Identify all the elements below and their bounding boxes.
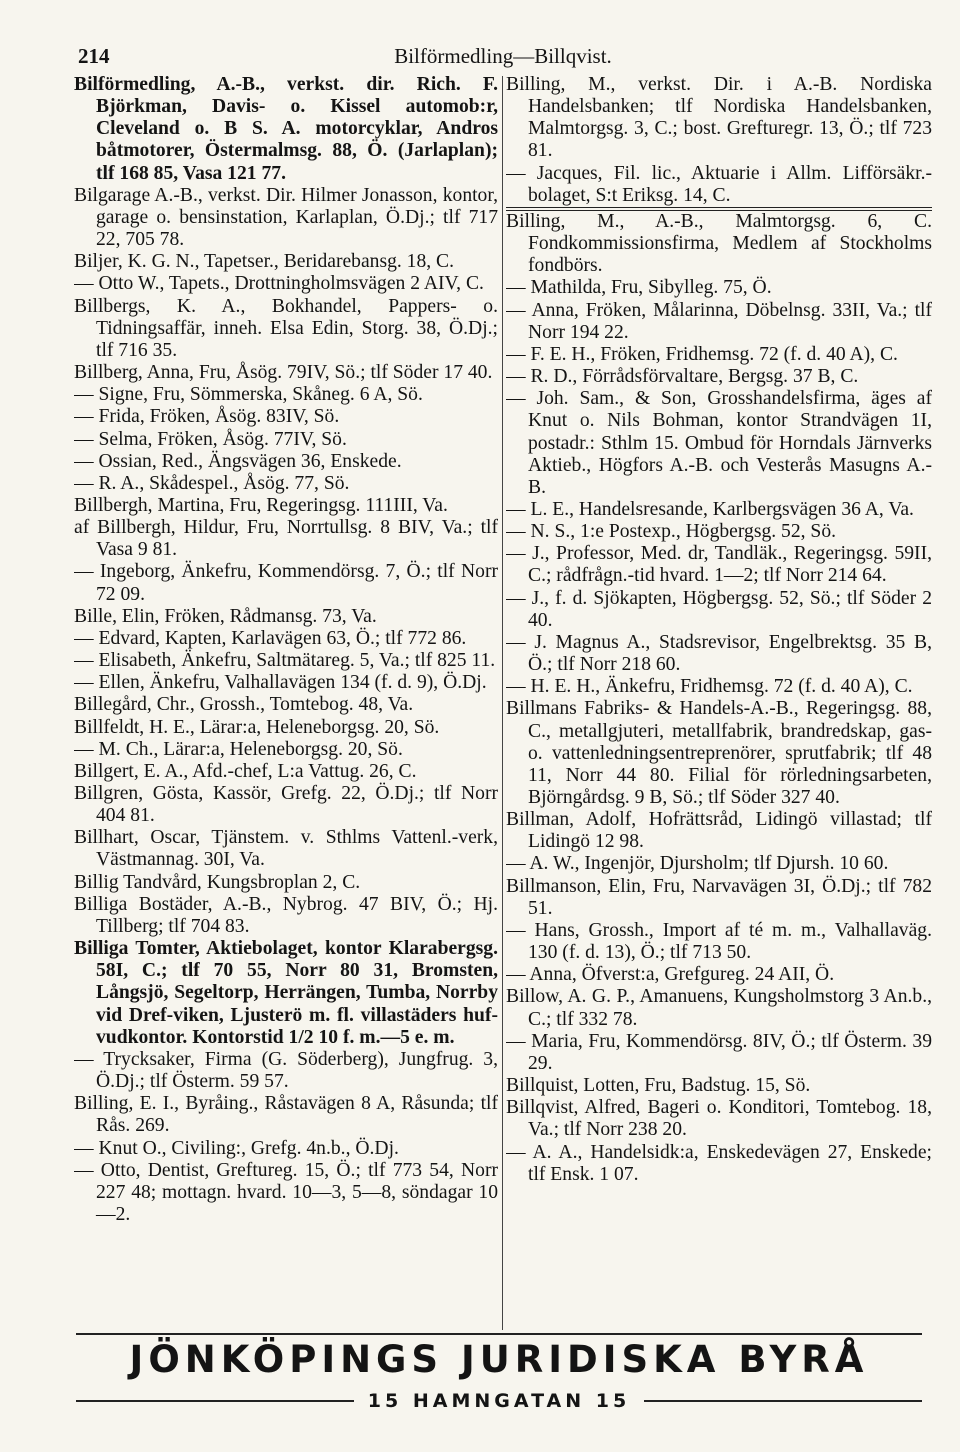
directory-entry bbox=[74, 1093, 498, 1137]
entry-text: — Joh. Sam., & Son, Grosshandelsfirma, äges af Knut o. Nils Bohman, kontor Strandvägen 1I, postadr.: Sthlm 15. Ombud för Horndals Järnverks Aktieb., Högfors A.-B. och Vesterås Masugns A.-B. bbox=[506, 388, 932, 498]
directory-entry bbox=[506, 632, 932, 676]
right-column bbox=[506, 74, 932, 1330]
directory-entry bbox=[506, 809, 932, 853]
directory-entry bbox=[74, 827, 498, 871]
entry-text: — J. Magnus A., Stadsrevisor, Engelbrektsg. 35 B, Ö.; tlf Norr 218 60. bbox=[506, 631, 932, 676]
entry-text: Billiga Bostäder, A.-B., Nybrog. 47 BIV, Ö.; Hj. Tillberg; tlf 704 83. bbox=[74, 893, 498, 937]
entry-text: Billig Tandvård, Kungsbroplan 2, C. bbox=[74, 871, 361, 893]
directory-entry bbox=[506, 344, 932, 366]
directory-entry bbox=[74, 251, 498, 273]
entry-text: Billegård, Chr., Grossh., Tomtebog. 48, Va. bbox=[74, 694, 414, 716]
directory-entry bbox=[74, 451, 498, 473]
entry-text: Billing, E. I., Byråing., Råstavägen 8 A, Råsunda; tlf Rås. 269. bbox=[74, 1093, 498, 1137]
advertisement-banner: JÖNKÖPINGS JURIDISKA BYRÅ bbox=[129, 1338, 869, 1381]
entry-text: — Jacques, Fil. lic., Aktuarie i Allm. Lifförsäkr.-bolaget, S:t Eriksg. 14, C. bbox=[506, 162, 932, 206]
directory-entry bbox=[506, 211, 932, 277]
directory-entry bbox=[74, 74, 498, 185]
entry-text: — Trycksaker, Firma (G. Söderberg), Jungfrug. 3, Ö.Dj.; tlf Österm. 59 57. bbox=[74, 1048, 498, 1093]
directory-entry bbox=[74, 495, 498, 517]
directory-entry bbox=[506, 853, 932, 875]
directory-entry bbox=[506, 74, 932, 163]
entry-text: Billman, Adolf, Hofrättsråd, Lidingö villastad; tlf Lidingö 12 98. bbox=[506, 809, 932, 853]
entry-text: — Anna, Fröken, Målarinna, Döbelnsg. 33II, Va.; tlf Norr 194 22. bbox=[506, 299, 932, 343]
directory-entry bbox=[506, 920, 932, 964]
left-column bbox=[74, 74, 498, 1330]
entry-text: Billgert, E. A., Afd.-chef, L:a Vattug. 26, C. bbox=[74, 760, 417, 782]
entry-text: Billing, M., A.-B., Malmtorgsg. 6, C. Fondkommissionsfirma, Medlem af Stockholms fondbörs. bbox=[506, 210, 932, 277]
directory-entry bbox=[74, 406, 498, 428]
entry-text: Billhart, Oscar, Tjänstem. v. Sthlms Vattenl.-verk, Västmannag. 30I, Va. bbox=[74, 827, 498, 871]
page-number: 214 bbox=[78, 44, 110, 68]
entry-text: Billow, A. G. P., Amanuens, Kungsholmstorg 3 An.b., C.; tlf 332 78. bbox=[506, 986, 932, 1030]
entry-text: — Elisabeth, Änkefru, Saltmätareg. 5, Va.; tlf 825 11. bbox=[74, 650, 496, 672]
directory-entry bbox=[74, 362, 498, 384]
entry-text: — A. A., Handelsidk:a, Enskedevägen 27, Enskede; tlf Ensk. 1 07. bbox=[506, 1141, 932, 1185]
directory-entry bbox=[74, 938, 498, 1049]
directory-entry bbox=[506, 698, 932, 809]
directory-entry bbox=[506, 1142, 932, 1186]
directory-entry bbox=[74, 1160, 498, 1226]
running-title: Bilförmedling—Billqvist. bbox=[394, 44, 612, 68]
directory-entry bbox=[506, 366, 932, 388]
entry-text: — Ellen, Änkefru, Valhallavägen 134 (f. d. 9), Ö.Dj. bbox=[74, 672, 487, 694]
entry-text: Billberg, Anna, Fru, Åsög. 79IV, Sö.; tlf Söder 17 40. bbox=[74, 362, 493, 384]
address-text: 15 HAMNGATAN 15 bbox=[367, 1390, 631, 1412]
entry-text: — Selma, Fröken, Åsög. 77IV, Sö. bbox=[74, 428, 347, 450]
directory-entry bbox=[74, 1049, 498, 1093]
entry-text: — Otto, Dentist, Greftureg. 15, Ö.; tlf 773 54, Norr 227 48; mottagn. hvard. 10—3, 5—8, söndagar 10—2. bbox=[74, 1159, 498, 1225]
directory-entry bbox=[74, 894, 498, 938]
address-rule-left bbox=[76, 1400, 354, 1402]
entry-text: — Anna, Öfverst:a, Grefgureg. 24 AII, Ö. bbox=[506, 964, 835, 986]
directory-entry bbox=[506, 388, 932, 499]
entry-text: Billbergh, Martina, Fru, Regeringsg. 111III, Va. bbox=[74, 494, 448, 516]
directory-entry bbox=[506, 499, 932, 521]
entry-text: — N. S., 1:e Postexp., Högbergsg. 52, Sö. bbox=[506, 521, 837, 543]
advertisement-address bbox=[76, 1388, 922, 1414]
entry-text: Billgren, Gösta, Kassör, Grefg. 22, Ö.Dj.; tlf Norr 404 81. bbox=[74, 783, 498, 827]
entry-text: — H. E. H., Änkefru, Fridhemsg. 72 (f. d. 40 A), C. bbox=[506, 676, 913, 698]
address-rule-right bbox=[644, 1400, 922, 1402]
directory-entry bbox=[74, 561, 498, 605]
directory-entry bbox=[74, 296, 498, 362]
directory-entry bbox=[74, 1138, 498, 1160]
entry-text: Bilgarage A.-B., verkst. Dir. Hilmer Jonasson, kontor, garage o. bensinstation, Karlaplan, Ö.Dj.; tlf 717 22, 705 78. bbox=[74, 184, 498, 251]
directory-entry bbox=[506, 543, 932, 587]
entry-text: Billing, M., verkst. Dir. i A.-B. Nordiska Handelsbanken; tlf Nordiska Handelsbanken, Malmtorgsg. 3, C.; bost. Grefturegr. 13, Ö.; tlf 723 81. bbox=[506, 74, 932, 162]
entry-text: — Knut O., Civiling:, Grefg. 4n.b., Ö.Dj. bbox=[74, 1137, 399, 1159]
directory-entry bbox=[506, 964, 932, 986]
entry-text: — J., f. d. Sjökapten, Högbergsg. 52, Sö.; tlf Söder 2 40. bbox=[506, 587, 932, 631]
entry-text: — F. E. H., Fröken, Fridhemsg. 72 (f. d. 40 A), C. bbox=[506, 343, 898, 365]
entry-text: Billiga Tomter, Aktiebolaget, kontor Klarabergsg. 58I, C.; tlf 70 55, Norr 80 31, Bromsten, Långsjö, Segeltorp, Herrängen, Tumba, Norrby vid Dref-viken, Ljusterö m. fl. villastäders huf-vudkontor. Kontorstid 1/2 10 f. m.—5 e. m. bbox=[74, 938, 498, 1048]
directory-entry bbox=[74, 606, 498, 628]
directory-entry bbox=[74, 672, 498, 694]
directory-entry bbox=[74, 429, 498, 451]
directory-entry bbox=[74, 384, 498, 406]
directory-entry bbox=[74, 694, 498, 716]
directory-entry bbox=[506, 163, 932, 211]
entry-text: — Edvard, Kapten, Karlavägen 63, Ö.; tlf 772 86. bbox=[74, 627, 467, 649]
entry-text: — Maria, Fru, Kommendörsg. 8IV, Ö.; tlf Österm. 39 29. bbox=[506, 1030, 932, 1074]
entry-text: — M. Ch., Lärar:a, Heleneborgsg. 20, Sö. bbox=[74, 738, 403, 760]
entry-text: — R. D., Förrådsförvaltare, Bergsg. 37 B, C. bbox=[506, 366, 859, 388]
entry-text: Billquist, Lotten, Fru, Badstug. 15, Sö. bbox=[506, 1075, 811, 1097]
directory-entry bbox=[74, 783, 498, 827]
directory-entry bbox=[506, 1075, 932, 1097]
directory-entry bbox=[506, 588, 932, 632]
entry-text: af Billbergh, Hildur, Fru, Norrtullsg. 8 BIV, Va.; tlf Vasa 9 81. bbox=[74, 517, 498, 561]
entry-text: — A. W., Ingenjör, Djursholm; tlf Djursh. 10 60. bbox=[506, 853, 889, 875]
page-header bbox=[78, 44, 928, 72]
entry-text: Biljer, K. G. N., Tapetser., Beridarebansg. 18, C. bbox=[74, 251, 455, 273]
entry-text: Bille, Elin, Fröken, Rådmansg. 73, Va. bbox=[74, 605, 377, 627]
directory-entry bbox=[74, 872, 498, 894]
entry-text: — Otto W., Tapets., Drottningholmsvägen 2 AIV, C. bbox=[74, 273, 484, 295]
column-divider bbox=[502, 76, 503, 1330]
directory-entry bbox=[506, 876, 932, 920]
entry-text: Billfeldt, H. E., Lärar:a, Heleneborgsg. 20, Sö. bbox=[74, 716, 440, 738]
entry-text: Bilförmedling, A.-B., verkst. dir. Rich. F. Björkman, Davis- o. Kissel automob:r, Cleveland o. B S. A. motorcyklar, Andros båtmotorer, Östermalmsg. 88, Ö. (Jarlaplan); tlf 168 85, Vasa 121 77. bbox=[74, 74, 498, 184]
directory-entry bbox=[74, 761, 498, 783]
entry-text: — L. E., Handelsresande, Karlbergsvägen 36 A, Va. bbox=[506, 498, 914, 520]
directory-entry bbox=[74, 650, 498, 672]
entry-text: — J., Professor, Med. dr, Tandläk., Regeringsg. 59II, C.; rådfrågn.-tid hvard. 1—2; tlf Norr 214 64. bbox=[506, 543, 932, 587]
entry-text: — R. A., Skådespel., Åsög. 77, Sö. bbox=[74, 472, 350, 494]
directory-entry bbox=[74, 273, 498, 295]
entry-text: — Frida, Fröken, Åsög. 83IV, Sö. bbox=[74, 406, 340, 428]
directory-entry bbox=[74, 717, 498, 739]
directory-entry bbox=[506, 676, 932, 698]
directory-entry bbox=[506, 300, 932, 344]
footer-rule bbox=[76, 1333, 922, 1335]
entry-text: Billmans Fabriks- & Handels-A.-B., Regeringsg. 88, C., metallgjuteri, metallfabrik, brandredskap, gas- o. vattenledningsentreprenörer, sprutfabrik; tlf 48 11, Norr 44 80. Filial för rörledningsarbeten, Björngårdsg. 9 B, Sö.; tlf Söder 327 40. bbox=[506, 698, 932, 808]
entry-text: — Signe, Fru, Sömmerska, Skåneg. 6 A, Sö. bbox=[74, 384, 423, 406]
entry-text: Billqvist, Alfred, Bageri o. Konditori, Tomtebog. 18, Va.; tlf Norr 238 20. bbox=[506, 1097, 932, 1141]
directory-entry bbox=[506, 521, 932, 543]
entry-text: — Ingeborg, Änkefru, Kommendörsg. 7, Ö.; tlf Norr 72 09. bbox=[74, 561, 498, 605]
directory-entry bbox=[74, 185, 498, 251]
entry-text: — Ossian, Red., Ängsvägen 36, Enskede. bbox=[74, 450, 402, 472]
directory-entry bbox=[506, 986, 932, 1030]
directory-entry bbox=[74, 628, 498, 650]
entry-text: Billbergs, K. A., Bokhandel, Pappers- o. Tidningsaffär, inneh. Elsa Edin, Storg. 38, Ö.Dj.; tlf 716 35. bbox=[74, 295, 498, 361]
directory-entry bbox=[506, 1031, 932, 1075]
entry-text: — Hans, Grossh., Import af té m. m., Valhallaväg. 130 (f. d. 13), Ö.; tlf 713 50. bbox=[506, 919, 932, 964]
entry-text: Billmanson, Elin, Fru, Narvavägen 3I, Ö.Dj.; tlf 782 51. bbox=[506, 875, 932, 919]
directory-entry bbox=[74, 739, 498, 761]
entry-text: — Mathilda, Fru, Sibylleg. 75, Ö. bbox=[506, 277, 772, 299]
directory-entry bbox=[74, 473, 498, 495]
directory-entry bbox=[506, 277, 932, 299]
directory-entry bbox=[74, 517, 498, 561]
directory-entry bbox=[506, 1097, 932, 1141]
